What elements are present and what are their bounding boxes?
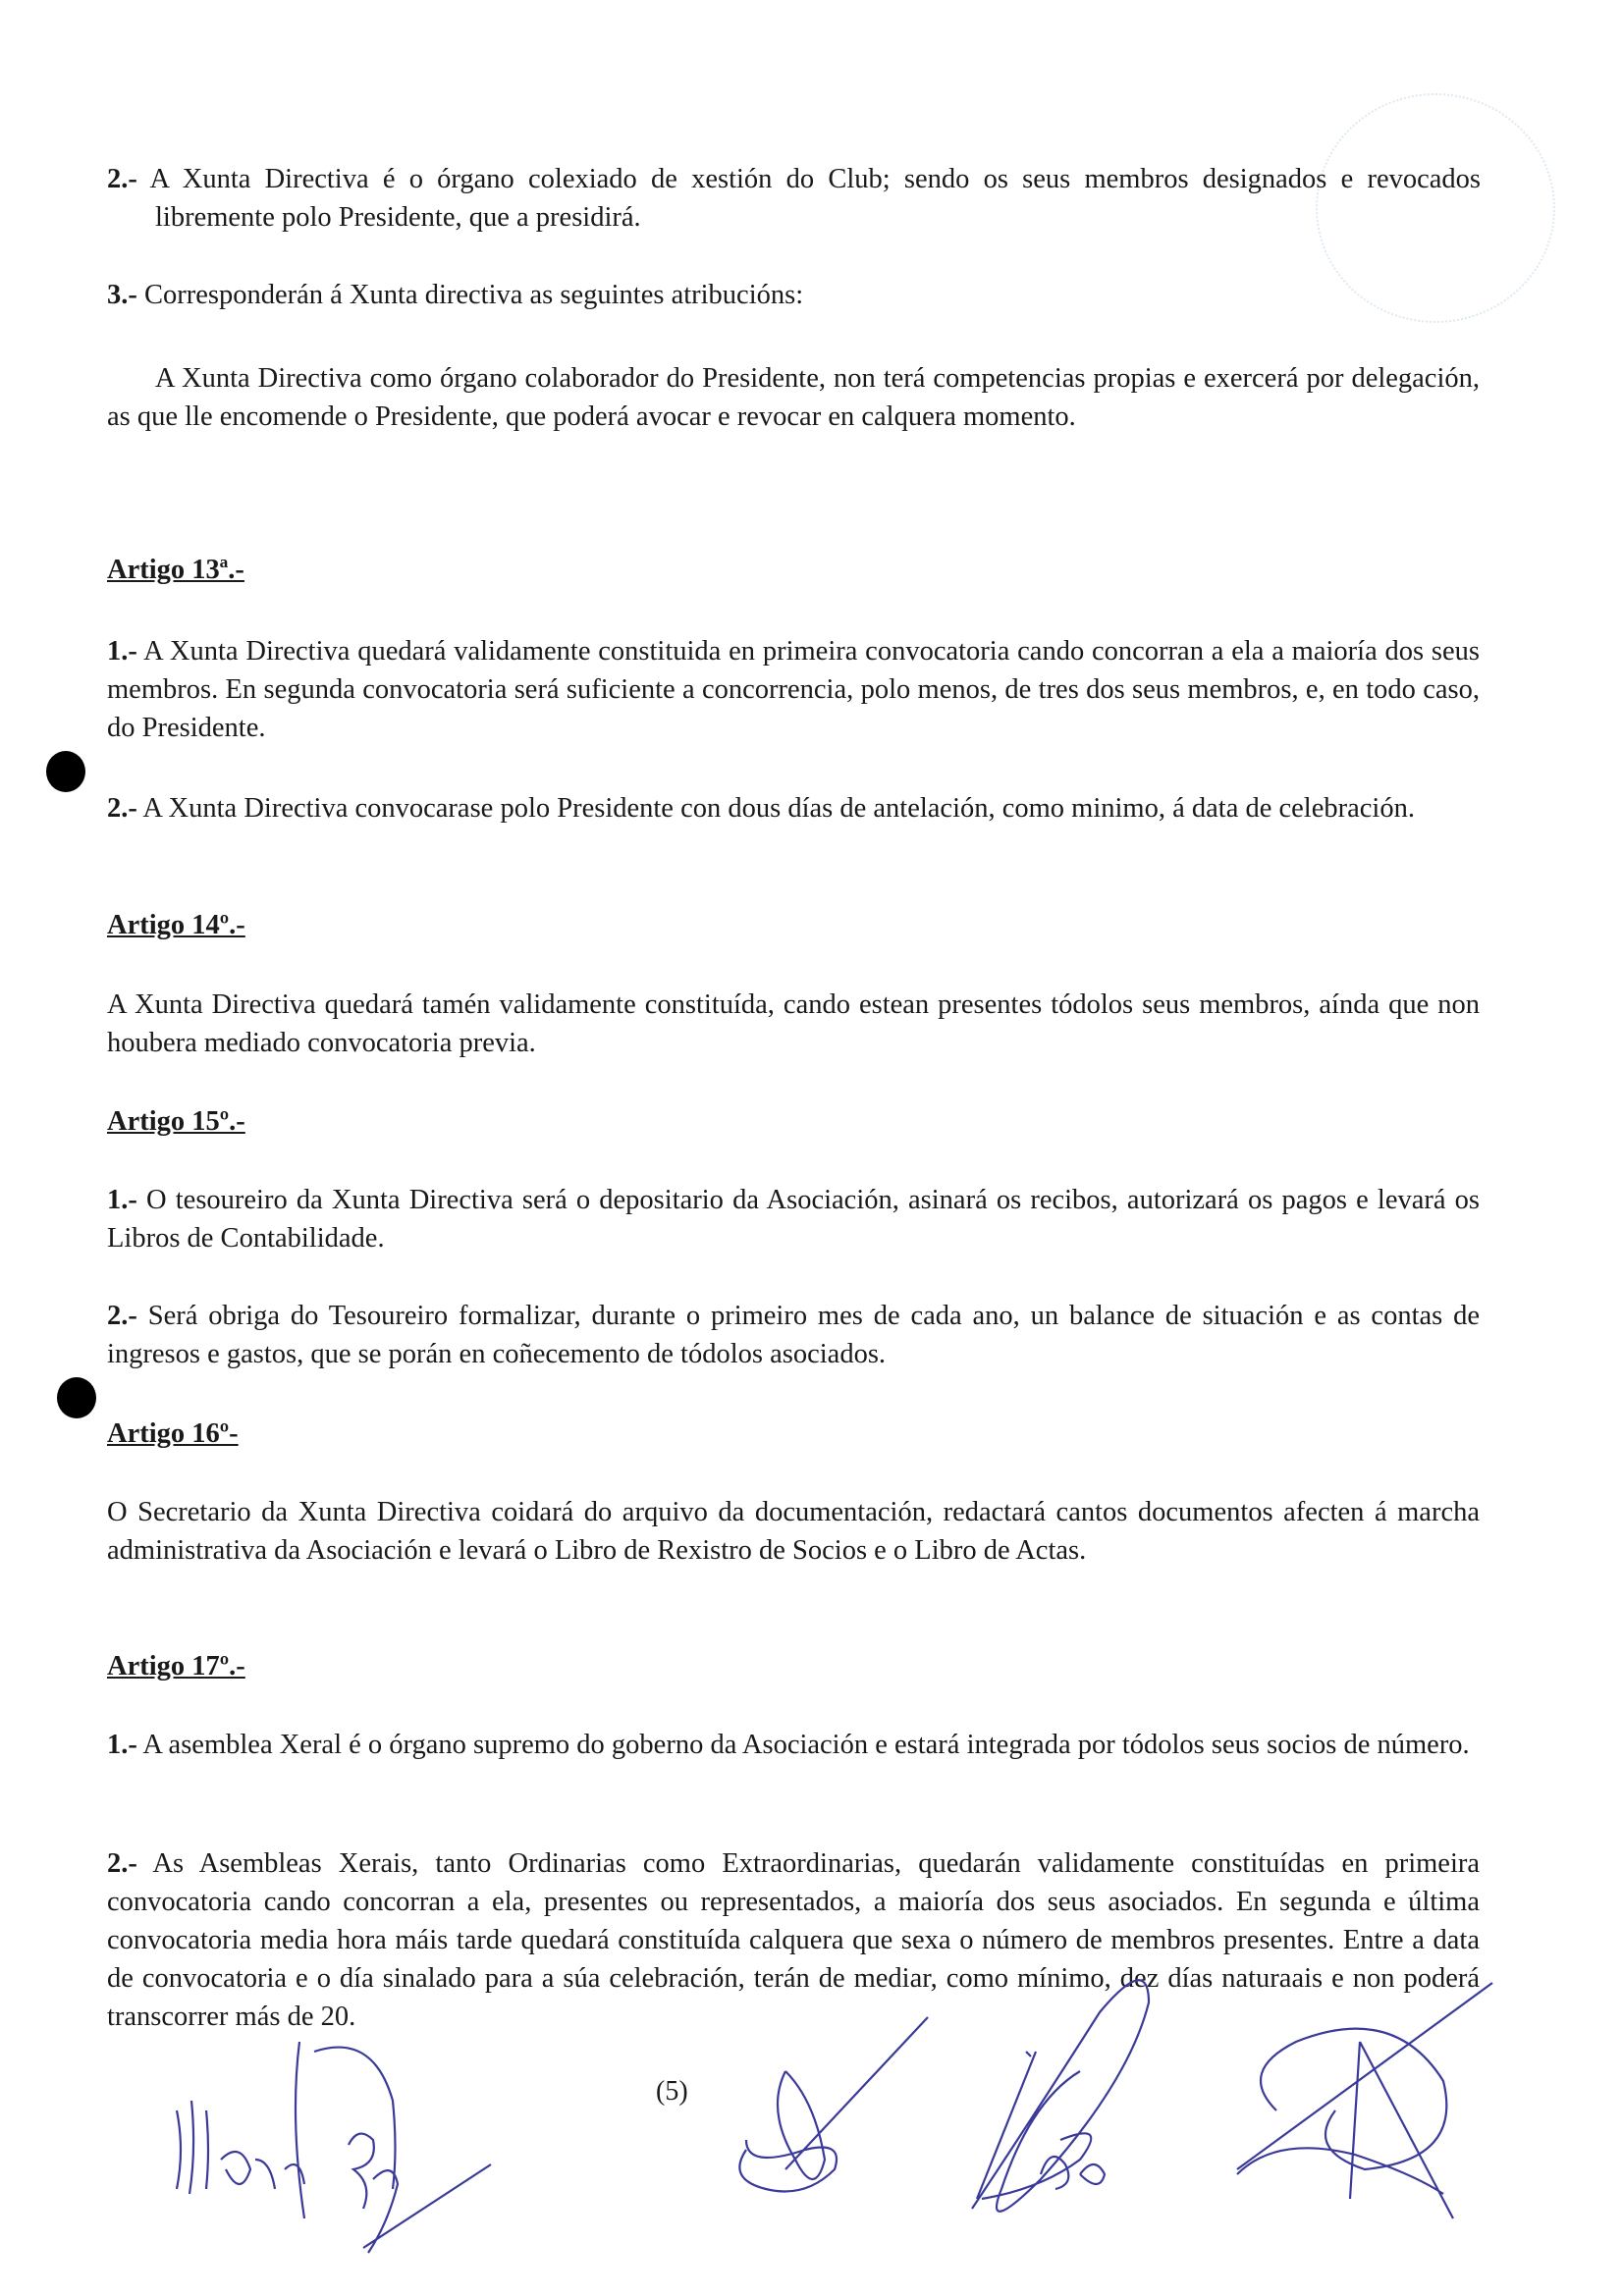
signature-4	[1237, 1983, 1492, 2218]
paragraph-text: O tesoureiro da Xunta Directiva será o depositario da Asociación, asinará os recibos, autorizará os pagos e levará os Libros de Contabilidade.	[107, 1185, 1480, 1254]
article-14-paragraph: A Xunta Directiva quedará tamén validamente constituída, cando estean presentes tódolos seus membros, aínda que non houbera mediado convocatoria previa.	[107, 989, 1480, 1058]
paragraph-number: 3.-	[107, 280, 137, 310]
paragraph-number: 1.-	[107, 636, 137, 667]
signature-2	[739, 2017, 928, 2192]
signature-1	[177, 2042, 491, 2253]
signature-3	[972, 1980, 1149, 2211]
article-13-heading: Artigo 13ª.-	[107, 555, 244, 585]
paragraph-text: A Xunta Directiva é o órgano colexiado de xestión do Club; sendo os seus membros designados e revocados libremente polo Presidente, que a presidirá.	[136, 164, 1481, 233]
paragraph-number: 2.-	[107, 1848, 137, 1879]
article-16-heading: Artigo 16º-	[107, 1418, 239, 1449]
paragraph-number: 1.-	[107, 1730, 137, 1760]
article-15-heading: Artigo 15º.-	[107, 1106, 245, 1137]
article-14-heading: Artigo 14º.-	[107, 910, 245, 940]
paragraph-text: Corresponderán á Xunta directiva as seguintes atribucións:	[136, 280, 804, 310]
paragraph-text: Será obriga do Tesoureiro formalizar, durante o primeiro mes de cada ano, un balance de situación e as contas de ingresos e gastos, que se porán en coñecemento de tódolos asociados.	[107, 1301, 1480, 1369]
article-16-paragraph: O Secretario da Xunta Directiva coidará do arquivo da documentación, redactará cantos documentos afecten á marcha administrativa da Asociación e levará o Libro de Rexistro de Socios e o Libro de Actas.	[107, 1497, 1480, 1566]
paragraph-text: A Xunta Directiva convocarase polo Presidente con dous días de antelación, como minimo, á data de celebración.	[136, 793, 1415, 824]
paragraph-text: A Xunta Directiva quedará validamente constituida en primeira convocatoria cando concorran a ela a maioría dos seus membros. En segunda convocatoria será suficiente a concorrencia, polo menos, de tres dos seus membros, e, en todo caso, do Presidente.	[107, 636, 1480, 743]
paragraph-text: A asemblea Xeral é o órgano supremo do goberno da Asociación e estará integrada por tódolos seus socios de número.	[136, 1730, 1470, 1760]
article-17-heading: Artigo 17º.-	[107, 1651, 245, 1682]
paragraph-text: As Asembleas Xerais, tanto Ordinarias como Extraordinarias, quedarán validamente constituídas en primeira convocatoria cando concorran a ela, presentes ou representados, a maioría dos seus asociados. En segunda e última convocatoria media hora máis tarde quedará constituída calquera que sexa o número de membros presentes. Entre a data de convocatoria e o día sinalado para a súa celebración, terán de mediar, como mínimo, dez días naturaais e non poderá transcorrer más de 20.	[107, 1848, 1480, 2032]
paragraph-3-body: A Xunta Directiva como órgano colaborador do Presidente, non terá competencias propias e exercerá por delegación, as que lle encomende o Presidente, que poderá avocar e revocar en calquera momento.	[107, 363, 1480, 432]
paragraph-number: 2.-	[107, 793, 137, 824]
paragraph-number: 2.-	[107, 1301, 137, 1331]
page-number: (5)	[656, 2076, 688, 2107]
paragraph-number: 1.-	[107, 1185, 137, 1215]
paragraph-number: 2.-	[107, 164, 137, 194]
